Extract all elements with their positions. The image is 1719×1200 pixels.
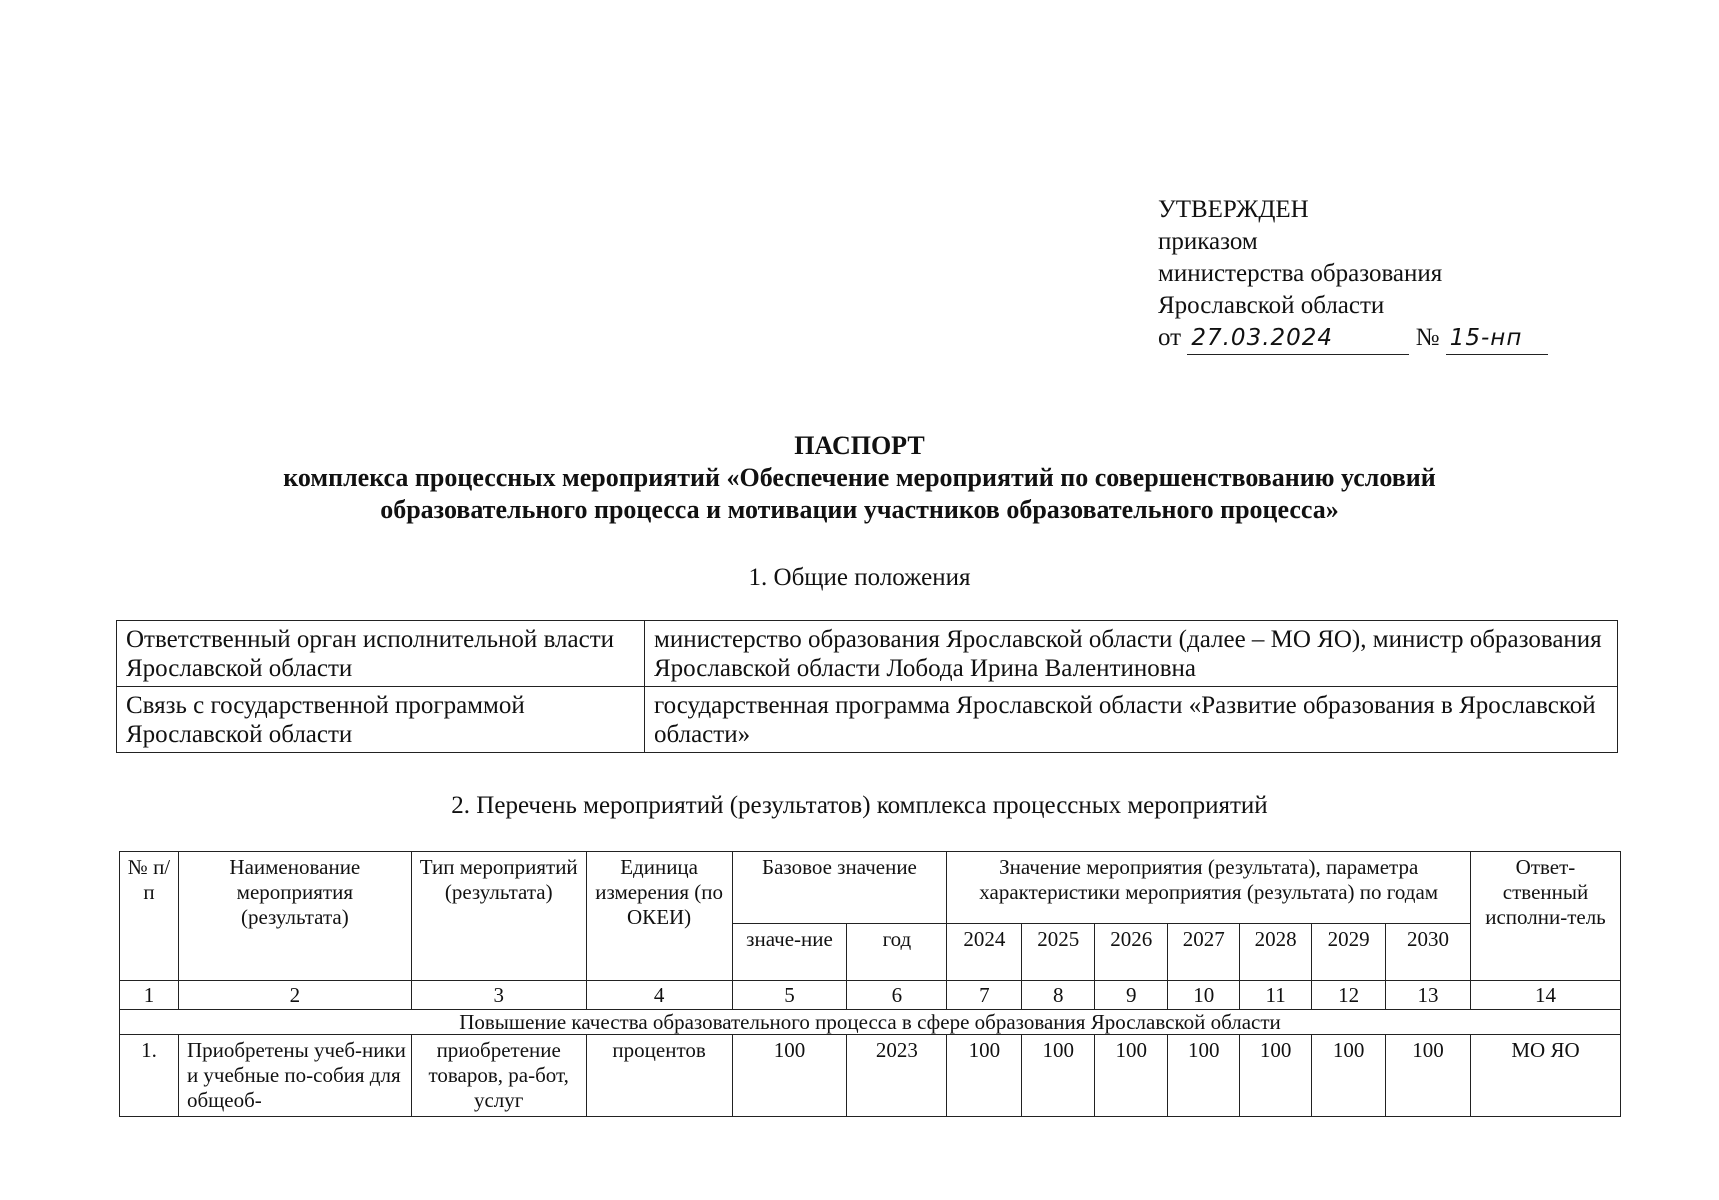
column-numbers-row: [120, 981, 1621, 1010]
column-number: 6: [847, 981, 947, 1010]
table-row: [120, 1035, 1621, 1117]
header-year: 2027: [1168, 924, 1240, 981]
column-number: 2: [178, 981, 411, 1010]
row-type: приобретение товаров, ра-бот, услуг: [411, 1035, 586, 1117]
header-year: 2024: [947, 924, 1022, 981]
column-number: 8: [1022, 981, 1095, 1010]
general-row: [117, 621, 1618, 687]
group-row: [120, 1010, 1621, 1035]
number-prefix: №: [1415, 324, 1440, 351]
approval-date-line: [1158, 322, 1548, 355]
header-year: 2029: [1312, 924, 1386, 981]
header-name: Наименование мероприятия (результата): [178, 852, 411, 981]
row-year-value: 100: [1312, 1035, 1386, 1117]
row-year-value: 100: [1386, 1035, 1471, 1117]
header-base: Базовое значение: [732, 852, 947, 924]
header-num: № п/п: [120, 852, 179, 981]
row-base-year: 2023: [847, 1035, 947, 1117]
date-prefix: от: [1158, 324, 1182, 351]
column-number: 7: [947, 981, 1022, 1010]
column-number: 1: [120, 981, 179, 1010]
header-year: 2025: [1022, 924, 1095, 981]
row-year-value: 100: [1168, 1035, 1240, 1117]
table-header-row: [120, 852, 1621, 924]
row-year-value: 100: [1240, 1035, 1312, 1117]
document-subtitle-line2: образовательного процесса и мотивации участников образовательного процесса»: [380, 495, 1339, 524]
header-year: 2026: [1095, 924, 1168, 981]
header-unit: Единица измерения (по ОКЕИ): [586, 852, 732, 981]
document-title: ПАСПОРТ: [794, 431, 925, 460]
column-number: 14: [1471, 981, 1621, 1010]
column-number: 5: [732, 981, 847, 1010]
column-number: 12: [1312, 981, 1386, 1010]
number-value: 15-нп: [1446, 322, 1548, 355]
document-subtitle-line1: комплекса процессных мероприятий «Обеспечение мероприятий по совершенствованию условий: [283, 463, 1436, 492]
column-number: 4: [586, 981, 732, 1010]
column-number: 11: [1240, 981, 1312, 1010]
column-number: 10: [1168, 981, 1240, 1010]
approval-line-ministry: министерства образования: [1158, 260, 1443, 287]
row-unit: процентов: [586, 1035, 732, 1117]
row-year-value: 100: [1095, 1035, 1168, 1117]
header-responsible: Ответ-ственный исполни-тель: [1471, 852, 1621, 981]
approval-block: [1158, 194, 1548, 355]
general-row: [117, 687, 1618, 753]
approval-title: УТВЕРЖДЕН: [1158, 196, 1309, 223]
row-num: 1.: [120, 1035, 179, 1117]
column-number: 3: [411, 981, 586, 1010]
header-values: Значение мероприятия (результата), параметра характеристики мероприятия (результата) по годам: [947, 852, 1471, 924]
date-value: 27.03.2024: [1187, 322, 1409, 355]
general-value: государственная программа Ярославской области «Развитие образования в Ярославской области»: [645, 687, 1618, 753]
header-type: Тип мероприятий (результата): [411, 852, 586, 981]
header-year: 2028: [1240, 924, 1312, 981]
row-base-value: 100: [732, 1035, 847, 1117]
activities-table: [119, 851, 1621, 1117]
row-year-value: 100: [947, 1035, 1022, 1117]
column-number: 9: [1095, 981, 1168, 1010]
section1-heading: 1. Общие положения: [748, 564, 971, 591]
row-year-value: 100: [1022, 1035, 1095, 1117]
approval-line-order: приказом: [1158, 228, 1258, 255]
general-provisions-table: [116, 620, 1618, 753]
general-label: Связь с государственной программой Ярославской области: [117, 687, 645, 753]
column-number: 13: [1386, 981, 1471, 1010]
header-base-year: год: [847, 924, 947, 981]
section2-heading: 2. Перечень мероприятий (результатов) комплекса процессных мероприятий: [451, 792, 1268, 819]
header-year: 2030: [1386, 924, 1471, 981]
row-responsible: МО ЯО: [1471, 1035, 1621, 1117]
general-value: министерство образования Ярославской области (далее – МО ЯО), министр образования Ярославской области Лобода Ирина Валентиновна: [645, 621, 1618, 687]
approval-line-region: Ярославской области: [1158, 292, 1385, 319]
header-base-value: значе-ние: [732, 924, 847, 981]
general-label: Ответственный орган исполнительной власти Ярославской области: [117, 621, 645, 687]
group-title: Повышение качества образовательного процесса в сфере образования Ярославской области: [120, 1010, 1621, 1035]
row-name: Приобретены учеб-ники и учебные по-собия для общеоб-: [178, 1035, 411, 1117]
